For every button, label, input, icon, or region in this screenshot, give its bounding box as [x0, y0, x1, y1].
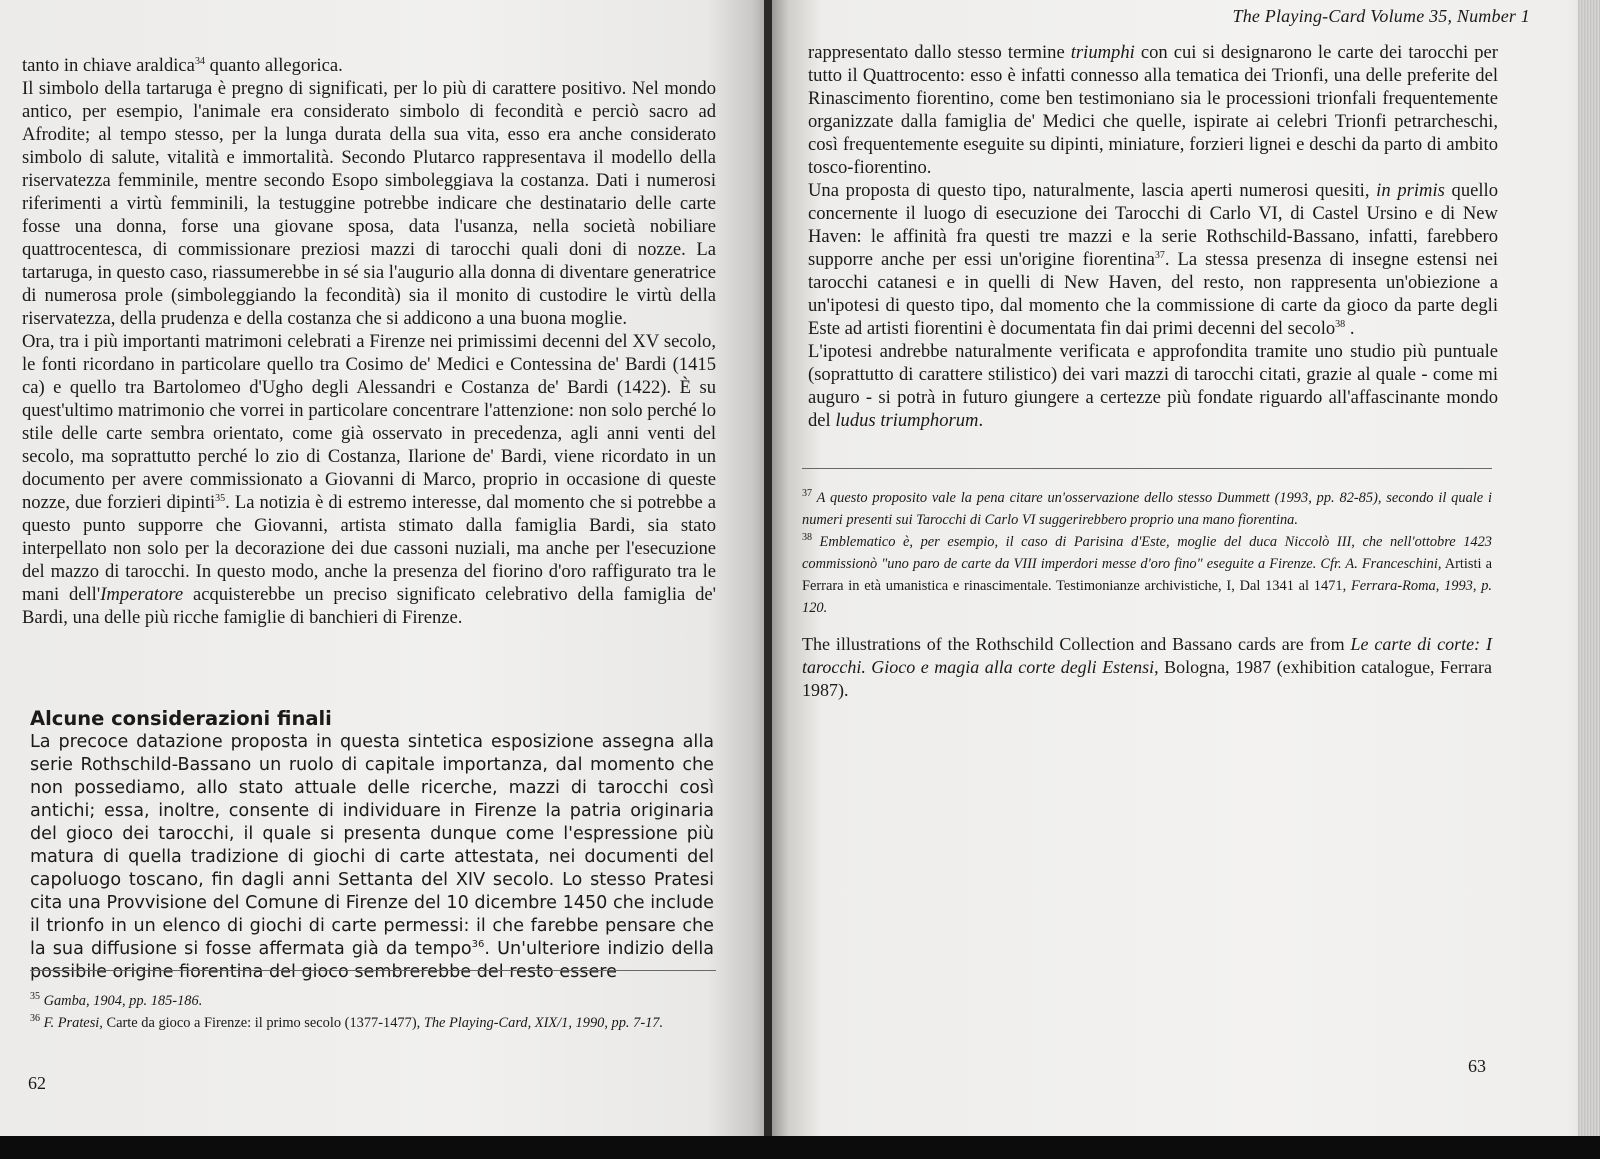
- footnote-ref: 36: [471, 939, 485, 951]
- footnote-ref: 35: [215, 492, 226, 504]
- left-page: [0, 0, 768, 1136]
- section-heading: Alcune considerazioni finali: [30, 707, 332, 730]
- paragraph: Una proposta di questo tipo, naturalmente, lascia aperti numerosi quesiti, in primis quello concernente il luogo di esecuzione dei Tarocchi di Carlo VI, di Castel Ursino e di New Haven: le affinità fra questi tre mazzi e la serie Rothschild-Bassano, infatti, farebbero supporre anche per essi un'origine fiorentina$^{37}$. La stessa presenza di insegne estensi nei tarocchi catanesi e in quelli di New Haven, del resto, non rappresenta un'obiezione a un'ipotesi di questo tipo, dal momento che la commissione di carte da gioco da parte degli Este ad artisti fiorentini è documentata fin dai primi decenni del secolo$^{38}$ .: [808, 180, 1498, 339]
- paragraph: Il simbolo della tartaruga è pregno di significati, per lo più di carattere positivo. Nel mondo antico, per esempio, l'animale era considerato simbolo di fecondità e perciò sacro ad Afrodite; al tempo stesso, per la lunga durata della sua vita, esso era anche considerato simbolo di salute, vitalità e immortalità. Secondo Plutarco rappresentava il modello della riservatezza femminile, mentre secondo Esopo simboleggiava la costanza. Dati i numerosi riferimenti a virtù femminili, la testuggine potrebbe indicare che destinatario delle carte fosse una donna, forse una giovane sposa, data l'usanza, nella società nobiliare quattrocentesca, di commissionare preziosi mazzi di tarocchi quali doni di nozze. La tartaruga, in questo caso, riassumerebbe in sé sia l'augurio alla donna di diventare generatrice di numerosa prole (simboleggiando la fecondità) sia il monito di custodire le virtù della riservatezza, della prudenza e della costanza che si addicono a una buona moglie.: [22, 78, 716, 329]
- paragraph: Ora, tra i più importanti matrimoni celebrati a Firenze nei primissimi decenni del XV secolo, le fonti ricordano in particolare quello tra Cosimo de' Medici e Contessina de' Bardi (1415 ca) e quello tra Bartolomeo d'Ugho degli Alessandri e Costanza de' Bardi (1422). È su quest'ultimo matrimonio che vorrei in particolare concentrare l'attenzione: non solo perché lo stile delle carte sembra orientato, come già osservato in precedenza, agli anni venti del secolo, ma soprattutto perché lo zio di Costanza, Ilarione de' Bardi, viene ricordato in un documento per avere commissionato a Giovanni di Marco, proprio in occasione di queste nozze, due forzieri dipinti$^{35}$. La notizia è di estremo interesse, dal momento che si potrebbe a questo punto supporre che Giovanni, artista stimato dalla famiglia Bardi, sia stato interpellato non solo per la decorazione dei due cassoni nuziali, ma anche per l'esecuzione del mazzo di tarocchi. In questo modo, anche la presenza del fiorino d'oro raffigurato tra le mani dell'Imperatore acquisterebbe un preciso significato celebrativo della famiglia de' Bardi, una delle più ricche famiglie di banchieri di Firenze.: [22, 331, 716, 628]
- page-number: 63: [1468, 1056, 1486, 1076]
- right-page: [772, 0, 1600, 1136]
- footnotes: [802, 487, 1492, 619]
- footnote-37: $^{37}$ A questo proposito vale la pena citare un'osservazione dello stesso Dummett (1993, pp. 82-85), secondo il quale i numeri presenti sui Tarocchi di Carlo VI suggerirebbero proprio una mano fiorentina.: [802, 488, 1492, 528]
- paragraph: L'ipotesi andrebbe naturalmente verificata e approfondita tramite uno studio più puntuale (soprattutto di carattere stilistico) dei vari mazzi di tarocchi citati, grazie al quale - come mi auguro - si potrà in futuro giungere a certezze più fondate riguardo all'affascinante mondo del ludus triumphorum.: [808, 341, 1498, 431]
- footnote-divider: [802, 468, 1492, 469]
- page-number: 62: [28, 1073, 46, 1093]
- illustration-credits: The illustrations of the Rothschild Collection and Bassano cards are from Le carte di corte: I tarocchi. Gioco e magia alla corte degli Estensi, Bologna, 1987 (exhibition catalogue, Ferrara 1987).: [802, 634, 1492, 700]
- footnote-ref: 38: [1335, 318, 1346, 330]
- section-body-text: La precoce datazione proposta in questa sintetica esposizione assegna alla serie Rothschild-Bassano un ruolo di capitale importanza, dal momento che non possediamo, allo stato attuale delle ricerche, mazzi di tarocchi così antichi; essa, inoltre, consente di individuare in Firenze la patria originaria del gioco dei tarocchi, il quale si presenta dunque come l'espressione più matura di quella tradizione di giochi di carte attestata, nei documenti del capoluogo toscano, fin dagli anni Settanta del XIV secolo. Lo stesso Pratesi cita una Provvisione del Comune di Firenze del 10 dicembre 1450 che include il trionfo in un elenco di giochi di carte permessi: il che farebbe pensare che la sua diffusione si fosse affermata già da tempo$^{36}$. Un'ulteriore indizio della possibile origine fiorentina del gioco sembrerebbe del resto essere: [30, 732, 714, 982]
- footnote-38: $^{38}$ Emblematico è, per esempio, il caso di Parisina d'Este, moglie del duca Niccolò III, che nell'ottobre 1423 commissionò "uno paro de carte da VIII imperdori messe d'oro fino" eseguite a Firenze. Cfr. A. Franceschini, Artisti a Ferrara in età umanistica e rinascimentale. Testimonianze archivistiche, I, Dal 1341 al 1471, Ferrara-Roma, 1993, p. 120.: [802, 532, 1493, 616]
- footnote-divider: [30, 970, 716, 971]
- footnote-36: $^{36}$ F. Pratesi, Carte da gioco a Firenze: il primo secolo (1377-1477), The Playing-Card, XIX/1, 1990, pp. 7-17.: [30, 1013, 664, 1031]
- scanner-background: [0, 1136, 1600, 1159]
- footnote-ref: 34: [194, 55, 205, 67]
- footnotes: [30, 990, 718, 1034]
- running-head: The Playing-Card Volume 35, Number 1: [1232, 6, 1530, 26]
- right-body-text: [808, 41, 1498, 432]
- footnote-35: $^{35}$ Gamba, 1904, pp. 185-186.: [30, 991, 203, 1009]
- paragraph: tanto in chiave araldica$^{34}$ quanto allegorica.: [22, 55, 343, 76]
- left-body-text: [22, 54, 716, 629]
- page-edges: [1578, 0, 1600, 1136]
- footnote-ref: 37: [1154, 249, 1165, 261]
- paragraph: rappresentato dallo stesso termine triumphi con cui si designarono le carte dei tarocchi per tutto il Quattrocento: esso è infatti connesso alla tematica dei Trionfi, una delle preferite del Rinascimento fiorentino, come ben testimoniano sia le processioni trionfali frequentemente organizzate dalla famiglia de' Medici che quelle, ispirate ai celebri Trionfi petrarcheschi, così frequentemente eseguite su dipinti, miniature, forzieri lignei e deschi da parto di ambito tosco-fiorentino.: [808, 42, 1498, 178]
